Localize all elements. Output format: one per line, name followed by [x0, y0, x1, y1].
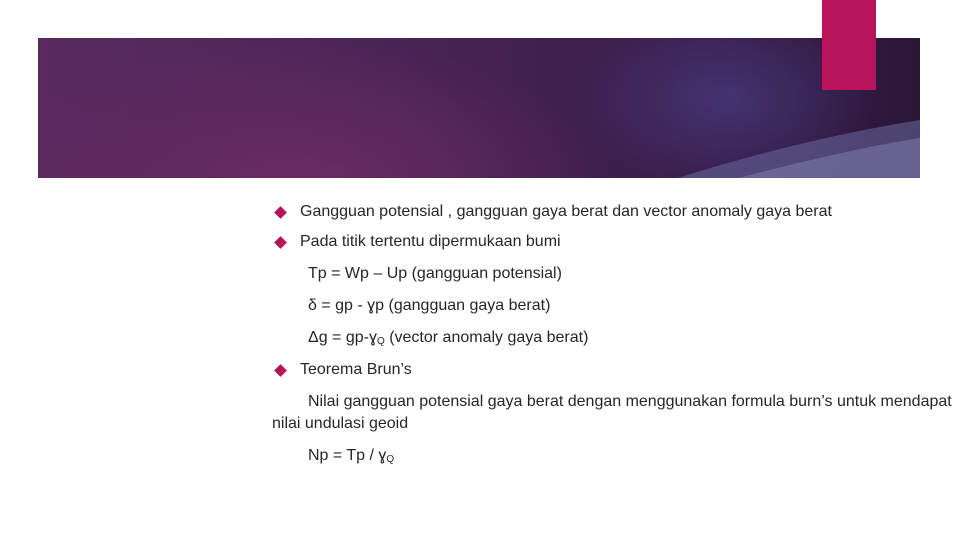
bullet-text-1: Gangguan potensial , gangguan gaya berat dan vector anomaly gaya berat — [300, 203, 832, 220]
formula-anomaly — [308, 328, 588, 352]
formula-anomaly-desc: (vector anomaly gaya berat) — [384, 329, 589, 346]
paragraph-text: Nilai gangguan potensial gaya berat dengan menggunakan formula burn’s untuk mendapat nilai undulasi geoid — [272, 393, 952, 432]
formula-tp: Tp = Wp – Up (gangguan potensial) — [308, 265, 562, 282]
paragraph-brun — [272, 391, 952, 435]
formula-anomaly-main: Δg = gp-ɣ — [308, 329, 377, 346]
bullet-text-2: Pada titik tertentu dipermukaan bumi — [300, 233, 561, 250]
formula-np-subscript: Q — [386, 454, 395, 465]
bullet-text-3: Teorema Brun’s — [300, 361, 412, 378]
bullet-diamond-icon — [274, 364, 287, 377]
formula-np-main: Np = Tp / ɣ — [308, 447, 387, 464]
formula-np — [308, 446, 394, 470]
formula-delta: δ = gp - ɣp (gangguan gaya berat) — [308, 297, 551, 314]
bullet-diamond-icon — [274, 206, 287, 219]
bullet-diamond-icon — [274, 236, 287, 249]
formula-anomaly-subscript: Q — [376, 336, 385, 347]
